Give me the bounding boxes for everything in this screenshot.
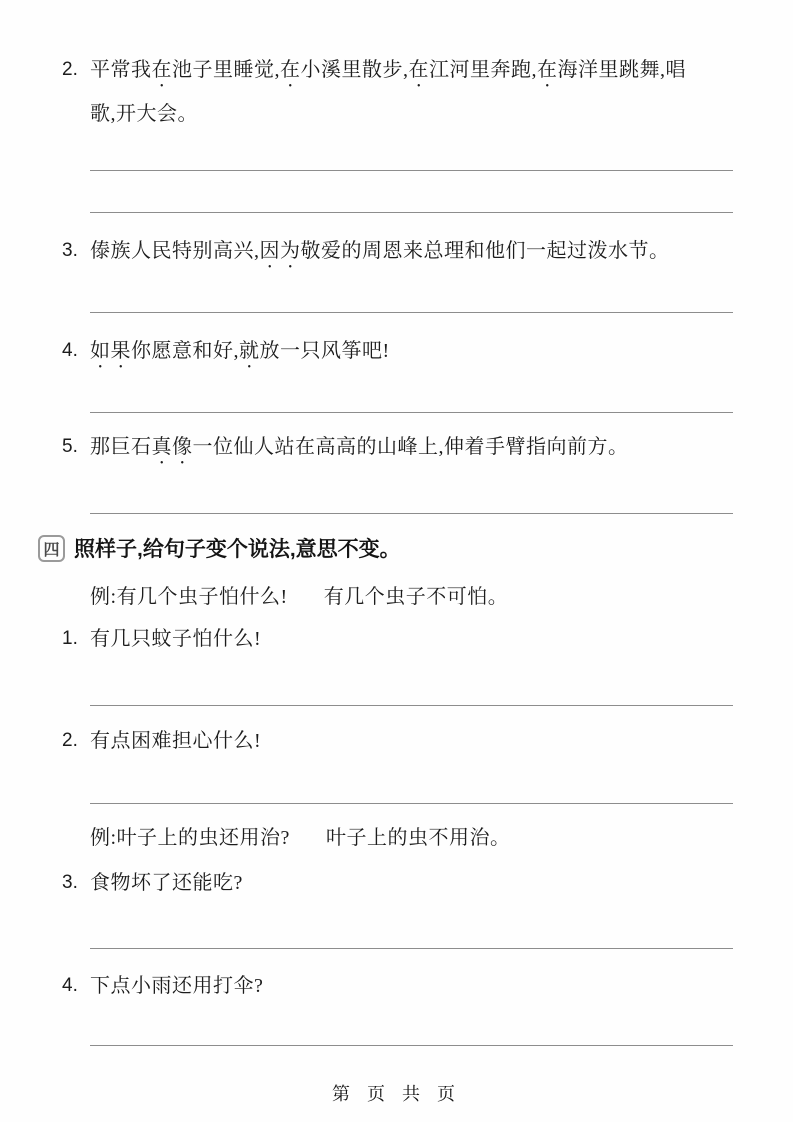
- emphasized-word: 在: [151, 59, 172, 81]
- example-row: [90, 582, 745, 612]
- answer-line: [90, 513, 733, 514]
- question-item: [62, 336, 745, 373]
- sentence-segment: 歌,开大会。: [90, 103, 198, 125]
- sentence-segment: 敬爱的周恩来总理和他们一起过泼水节。: [300, 240, 670, 262]
- example-answer: 叶子上的虫不用治。: [325, 827, 511, 849]
- question-text: [90, 59, 686, 125]
- question-number: 4.: [62, 975, 78, 996]
- question-number: 2.: [62, 730, 78, 751]
- sentence-segment: 池子里睡觉,: [172, 59, 280, 81]
- answer-line: [90, 212, 733, 213]
- sentence-segment: 小溪里散步,: [300, 59, 409, 81]
- question-number: 3.: [62, 872, 78, 893]
- question-number: 3.: [62, 240, 78, 261]
- emphasized-word: 在: [280, 59, 301, 81]
- section-number-badge: 四: [38, 535, 65, 562]
- question-item: [62, 48, 745, 136]
- question-text: 下点小雨还用打伞?: [90, 975, 264, 997]
- sentence-segment: 海洋里跳舞,唱: [557, 59, 686, 81]
- sentence-segment: 江河里奔跑,: [429, 59, 537, 81]
- answer-line: [90, 705, 733, 706]
- example-row: [90, 823, 745, 853]
- question-item: [62, 236, 745, 273]
- emphasized-word: 如果: [90, 340, 131, 362]
- emphasized-word: 因为: [259, 240, 301, 262]
- answer-line: [90, 170, 733, 171]
- question-item: [62, 971, 745, 1001]
- question-text: [90, 240, 670, 262]
- question-item: [62, 432, 745, 469]
- sentence-segment: 放一只风筝吧!: [259, 340, 390, 362]
- question-number: 1.: [62, 628, 78, 649]
- question-text: 有点困难担心什么!: [90, 730, 262, 752]
- question-item: [62, 624, 745, 654]
- question-number: 2.: [62, 59, 78, 80]
- example-label: 例:: [90, 586, 117, 608]
- section-title: 照样子,给句子变个说法,意思不变。: [74, 538, 401, 561]
- answer-line: [90, 803, 733, 804]
- question-text: [90, 436, 629, 458]
- emphasized-word: 在: [537, 59, 558, 81]
- example-label: 例:: [90, 827, 117, 849]
- emphasized-word: 真像: [151, 436, 193, 458]
- answer-line: [90, 1045, 733, 1046]
- question-text: 食物坏了还能吃?: [90, 872, 243, 894]
- example-question: 叶子上的虫还用治?: [116, 827, 290, 849]
- section-header: [38, 533, 401, 563]
- sentence-segment: 那巨石: [90, 436, 152, 458]
- example-answer: 有几个虫子不可怕。: [323, 586, 509, 608]
- question-text: 有几只蚊子怕什么!: [90, 628, 262, 650]
- emphasized-word: 就: [239, 340, 260, 362]
- answer-line: [90, 312, 733, 313]
- sentence-segment: 你愿意和好,: [131, 340, 239, 362]
- answer-line: [90, 412, 733, 413]
- sentence-segment: 一位仙人站在高高的山峰上,伸着手臂指向前方。: [192, 436, 629, 458]
- emphasized-word: 在: [408, 59, 429, 81]
- question-number: 4.: [62, 340, 78, 361]
- question-number: 5.: [62, 436, 78, 457]
- question-item: [62, 868, 745, 898]
- sentence-segment: 傣族人民特别高兴,: [90, 240, 260, 262]
- sentence-segment: 平常我: [90, 59, 152, 81]
- page-footer: 第 页 共 页: [331, 1084, 461, 1104]
- question-item: [62, 726, 745, 756]
- question-text: [90, 340, 390, 362]
- answer-line: [90, 948, 733, 949]
- example-question: 有几个虫子怕什么!: [116, 586, 288, 608]
